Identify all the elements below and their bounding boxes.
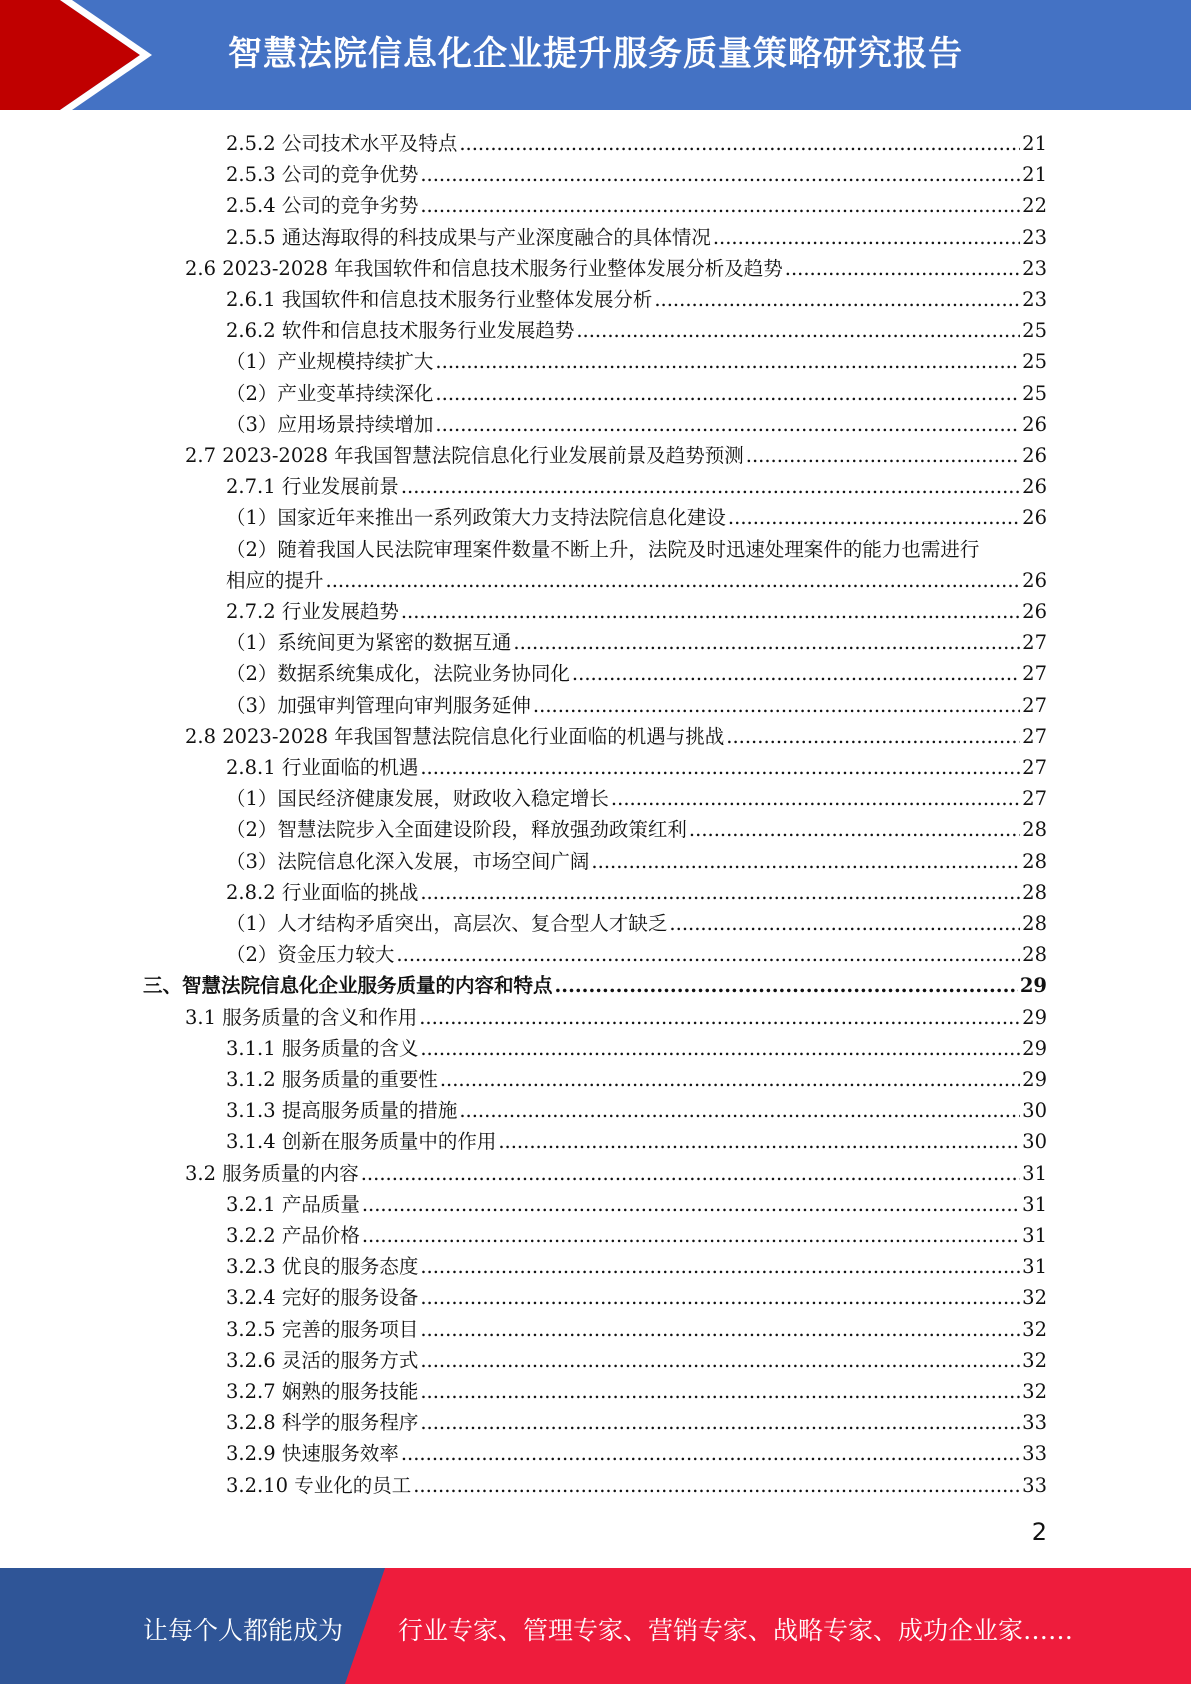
toc-dot-leader — [459, 1095, 1020, 1126]
toc-dot-leader — [362, 1189, 1020, 1220]
toc-entry-page: 27 — [1022, 631, 1047, 655]
toc-entry[interactable] — [226, 752, 1047, 783]
toc-dot-leader — [555, 970, 1018, 1001]
toc-dot-leader — [401, 596, 1020, 627]
toc-entry[interactable] — [185, 1002, 1047, 1033]
toc-entry[interactable] — [185, 440, 1047, 471]
toc-entry[interactable] — [226, 1064, 1047, 1095]
toc-entry-title: 3.1.2 服务质量的重要性 — [226, 1068, 438, 1091]
toc-entry[interactable] — [226, 1470, 1047, 1501]
toc-entry-title: （1）人才结构矛盾突出，高层次、复合型人才缺乏 — [226, 912, 668, 935]
toc-dot-leader — [420, 1345, 1020, 1376]
toc-entry[interactable] — [226, 1407, 1047, 1438]
toc-entry[interactable] — [143, 970, 1047, 1001]
toc-entry-page: 29 — [1022, 1005, 1047, 1029]
toc-dot-leader — [326, 565, 1021, 596]
toc-entry-page: 25 — [1022, 381, 1047, 405]
toc-dot-leader — [513, 627, 1020, 658]
toc-entry-title: 2.6 2023-2028 年我国软件和信息技术服务行业整体发展分析及趋势 — [185, 256, 783, 280]
toc-entry-page: 33 — [1022, 1473, 1047, 1497]
toc-entry-title: 2.8.2 行业面临的挑战 — [226, 880, 419, 904]
toc-entry-page: 27 — [1022, 724, 1047, 748]
page-header — [0, 0, 1191, 110]
toc-entry-title: （1）国家近年来推出一系列政策大力支持法院信息化建设 — [226, 506, 726, 530]
toc-entry[interactable] — [226, 1314, 1047, 1345]
toc-entry-page: 22 — [1022, 194, 1047, 218]
toc-entry-title: 3.1 服务质量的含义和作用 — [185, 1005, 418, 1029]
toc-entry[interactable] — [226, 846, 1047, 877]
toc-entry-title: （2）随着我国人民法院审理案件数量不断上升，法院及时迅速处理案件的能力也需进行 — [226, 537, 980, 561]
toc-entry[interactable] — [226, 1220, 1047, 1251]
toc-dot-leader — [435, 378, 1020, 409]
toc-entry-page: 28 — [1022, 912, 1047, 935]
toc-dot-leader — [362, 1220, 1020, 1251]
toc-dot-leader — [361, 1158, 1020, 1189]
toc-dot-leader — [420, 1251, 1020, 1282]
toc-dot-leader — [654, 284, 1020, 315]
toc-dot-leader — [401, 1438, 1020, 1469]
toc-entry-title: 3.1.1 服务质量的含义 — [226, 1036, 419, 1060]
toc-entry[interactable] — [226, 1126, 1047, 1157]
toc-dot-leader — [498, 1126, 1020, 1157]
toc-entry-page: 33 — [1022, 1411, 1047, 1435]
toc-entry[interactable] — [226, 596, 1047, 627]
footer-slogan-left: 让每个人都能成为 — [143, 1616, 344, 1645]
toc-entry[interactable] — [226, 190, 1047, 221]
toc-entry-page: 31 — [1022, 1255, 1047, 1279]
page-number: 2 — [1031, 1518, 1047, 1546]
toc-dot-leader — [669, 908, 1020, 939]
toc-entry-title: （1）系统间更为紧密的数据互通 — [226, 631, 512, 655]
toc-entry-title: （2）智慧法院步入全面建设阶段，释放强劲政策红利 — [226, 818, 687, 842]
toc-entry[interactable] — [226, 627, 1047, 658]
toc-entry[interactable] — [226, 1282, 1047, 1313]
toc-entry[interactable] — [226, 1345, 1047, 1376]
toc-entry-title: （3）加强审判管理向审判服务延伸 — [226, 693, 531, 717]
toc-entry-title: 2.6.2 软件和信息技术服务行业发展趋势 — [226, 319, 575, 343]
toc-entry-title: （1）产业规模持续扩大 — [226, 350, 434, 374]
toc-dot-leader — [611, 783, 1020, 814]
toc-entry-page: 29 — [1022, 1036, 1047, 1060]
toc-entry[interactable] — [226, 1033, 1047, 1064]
toc-entry-title: 3.2.9 快速服务效率 — [226, 1442, 399, 1466]
toc-entry-page: 31 — [1022, 1224, 1047, 1247]
toc-entry-page: 29 — [1019, 974, 1047, 998]
toc-entry[interactable] — [226, 908, 1047, 939]
toc-entry[interactable] — [226, 1189, 1047, 1220]
toc-dot-leader — [420, 159, 1020, 190]
toc-entry-page: 25 — [1022, 350, 1047, 374]
toc-entry-title: （1）国民经济健康发展，财政收入稳定增长 — [226, 787, 609, 811]
toc-entry[interactable] — [226, 877, 1047, 908]
toc-entry[interactable] — [226, 1251, 1047, 1282]
toc-dot-leader — [396, 939, 1020, 970]
toc-entry[interactable] — [185, 253, 1047, 284]
toc-entry-page: 31 — [1022, 1192, 1047, 1216]
toc-entry[interactable] — [226, 346, 1047, 377]
toc-entry[interactable] — [185, 721, 1047, 752]
toc-entry-title: 3.1.4 创新在服务质量中的作用 — [226, 1130, 497, 1154]
toc-dot-leader — [420, 1282, 1020, 1313]
toc-entry[interactable] — [226, 159, 1047, 190]
toc-entry-title: （3）法院信息化深入发展，市场空间广阔 — [226, 849, 590, 873]
toc-entry-title: 3.2.8 科学的服务程序 — [226, 1411, 419, 1435]
toc-dot-leader — [713, 222, 1020, 253]
toc-entry[interactable] — [226, 409, 1047, 440]
toc-entry-title: 2.7.1 行业发展前景 — [226, 475, 399, 499]
toc-entry-title: 2.5.4 公司的竞争劣势 — [226, 194, 419, 218]
toc-dot-leader — [689, 814, 1020, 845]
toc-dot-leader — [746, 440, 1020, 471]
toc-dot-leader — [591, 846, 1020, 877]
toc-dot-leader — [728, 502, 1020, 533]
report-title: 智慧法院信息化企业提升服务质量策略研究报告 — [228, 34, 963, 74]
toc-entry-page: 23 — [1022, 225, 1047, 249]
toc-entry-title: 三、智慧法院信息化企业服务质量的内容和特点 — [143, 974, 553, 998]
toc-entry-title: 2.5.3 公司的竞争优势 — [226, 163, 419, 187]
toc-entry-title: 3.2.4 完好的服务设备 — [226, 1286, 419, 1310]
toc-entry-page: 27 — [1022, 662, 1047, 686]
toc-entry-page: 25 — [1022, 319, 1047, 343]
toc-entry[interactable] — [226, 315, 1047, 346]
toc-entry[interactable] — [226, 534, 1047, 565]
toc-entry-title: 3.2 服务质量的内容 — [185, 1161, 359, 1185]
toc-entry-title: （2）数据系统集成化，法院业务协同化 — [226, 662, 570, 686]
toc-entry-title: 2.8.1 行业面临的机遇 — [226, 756, 419, 779]
toc-entry-title: 3.1.3 提高服务质量的措施 — [226, 1099, 458, 1123]
toc-entry-title: 2.5.2 公司技术水平及特点 — [226, 132, 458, 155]
toc-dot-leader — [420, 1033, 1020, 1064]
toc-dot-leader — [420, 752, 1020, 783]
toc-entry[interactable] — [226, 222, 1047, 253]
toc-entry-title: （2）产业变革持续深化 — [226, 381, 434, 405]
toc-entry-page: 26 — [1022, 600, 1047, 623]
toc-dot-leader — [785, 253, 1020, 284]
toc-entry[interactable] — [226, 1376, 1047, 1407]
toc-entry-page: 28 — [1022, 849, 1047, 873]
toc-entry-page: 23 — [1022, 288, 1047, 311]
toc-entry-page: 21 — [1022, 163, 1047, 187]
toc-dot-leader — [435, 346, 1020, 377]
toc-entry[interactable] — [226, 284, 1047, 315]
toc-entry-page: 27 — [1022, 787, 1047, 811]
toc-entry-page: 26 — [1022, 568, 1047, 592]
toc-entry-page: 32 — [1022, 1380, 1047, 1403]
toc-dot-leader — [726, 721, 1020, 752]
toc-entry-page: 26 — [1022, 506, 1047, 530]
toc-entry-page: 32 — [1022, 1348, 1047, 1372]
toc-entry-title: 3.2.3 优良的服务态度 — [226, 1255, 419, 1279]
toc-entry[interactable] — [185, 1158, 1047, 1189]
toc-entry-page: 33 — [1022, 1442, 1047, 1466]
toc-entry-page: 23 — [1022, 256, 1047, 280]
toc-entry[interactable] — [226, 1438, 1047, 1469]
toc-entry-title: 3.2.6 灵活的服务方式 — [226, 1348, 419, 1372]
toc-entry-title: 3.2.7 娴熟的服务技能 — [226, 1380, 419, 1403]
toc-entry-title: （2）资金压力较大 — [226, 943, 395, 967]
toc-entry[interactable] — [226, 783, 1047, 814]
toc-dot-leader — [420, 1407, 1020, 1438]
toc-entry-title: 3.2.10 专业化的员工 — [226, 1473, 412, 1497]
toc-entry-title: （3）应用场景持续增加 — [226, 412, 434, 436]
toc-entry-page: 26 — [1022, 412, 1047, 436]
toc-dot-leader — [533, 690, 1020, 721]
toc-entry-title: 2.5.5 通达海取得的科技成果与产业深度融合的具体情况 — [226, 225, 711, 249]
toc-dot-leader — [401, 471, 1020, 502]
toc-entry-title: 2.7 2023-2028 年我国智慧法院信息化行业发展前景及趋势预测 — [185, 444, 744, 467]
toc-entry[interactable] — [226, 471, 1047, 502]
toc-entry-title: 相应的提升 — [226, 568, 324, 592]
toc-dot-leader — [420, 877, 1020, 908]
toc-entry-title: 3.2.1 产品质量 — [226, 1192, 360, 1216]
toc-entry-page: 30 — [1022, 1130, 1047, 1154]
toc-entry-page: 26 — [1022, 475, 1047, 499]
toc-entry-title: 2.7.2 行业发展趋势 — [226, 600, 399, 623]
toc-entry-page: 32 — [1022, 1286, 1047, 1310]
toc-dot-leader — [420, 1314, 1020, 1345]
toc-entry-title: 2.8 2023-2028 年我国智慧法院信息化行业面临的机遇与挑战 — [185, 724, 725, 748]
toc-entry-page: 32 — [1022, 1317, 1047, 1341]
toc-dot-leader — [572, 658, 1020, 689]
toc-entry-page: 28 — [1022, 818, 1047, 842]
toc-entry-page: 26 — [1022, 444, 1047, 467]
toc-entry[interactable] — [226, 814, 1047, 845]
toc-dot-leader — [413, 1470, 1020, 1501]
toc-entry-page: 31 — [1022, 1161, 1047, 1185]
toc-entry-title: 2.6.1 我国软件和信息技术服务行业整体发展分析 — [226, 288, 653, 311]
toc-entry-title: 3.2.2 产品价格 — [226, 1224, 360, 1247]
toc-entry-page: 21 — [1022, 132, 1047, 155]
toc-entry[interactable] — [226, 1095, 1047, 1126]
toc-dot-leader — [419, 1002, 1020, 1033]
toc-entry[interactable] — [226, 939, 1047, 970]
toc-entry-page: 29 — [1022, 1068, 1047, 1091]
toc-entry[interactable] — [226, 128, 1047, 159]
toc-entry-page: 30 — [1022, 1099, 1047, 1123]
toc-entry-page: 28 — [1022, 880, 1047, 904]
toc-dot-leader — [576, 315, 1020, 346]
toc-entry-page: 27 — [1022, 756, 1047, 779]
toc-dot-leader — [435, 409, 1020, 440]
toc-dot-leader — [459, 128, 1020, 159]
toc-entry-page: 27 — [1022, 693, 1047, 717]
toc-dot-leader — [420, 190, 1020, 221]
toc-dot-leader — [420, 1376, 1020, 1407]
toc-entry-page: 28 — [1022, 943, 1047, 967]
toc-entry-title: 3.2.5 完善的服务项目 — [226, 1317, 419, 1341]
toc-entry[interactable] — [226, 378, 1047, 409]
toc-dot-leader — [440, 1064, 1020, 1095]
toc-entry[interactable] — [226, 565, 1047, 596]
toc-entry[interactable] — [226, 690, 1047, 721]
toc-entry[interactable] — [226, 658, 1047, 689]
page-footer — [0, 1568, 1191, 1684]
toc-entry[interactable] — [226, 502, 1047, 533]
footer-slogan-right: 行业专家、管理专家、营销专家、战略专家、成功企业家…… — [398, 1616, 1074, 1645]
